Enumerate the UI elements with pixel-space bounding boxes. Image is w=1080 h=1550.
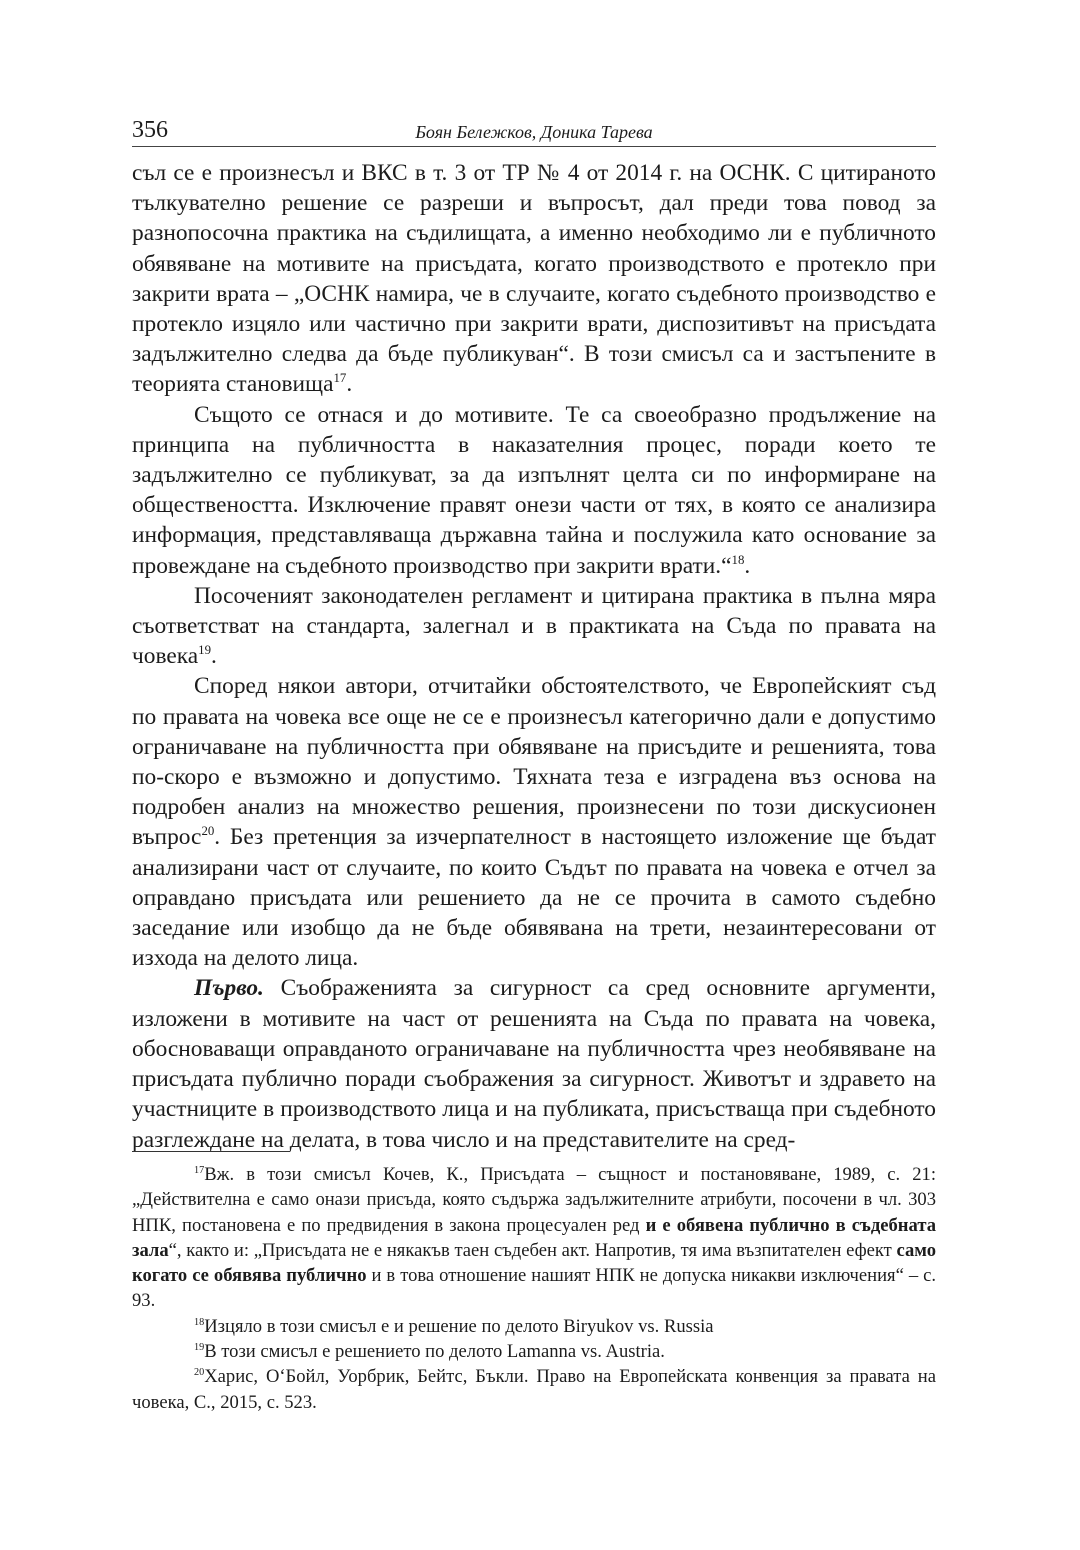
paragraph-text: Съображенията за сигурност са сред основните аргументи, изложени в мотивите на част от решенията на Съда по правата на човека, обосноваващи оправданото ограничаване на публичността чрез необявяване на присъдата публично поради съображения за сигурност. Животът и здравето на участниците в производството лица и на публиката, присъстваща при съдебното разглеждане на делата, в това число и на представителите на сред- (132, 975, 936, 1153)
footnote-18 (132, 1314, 936, 1339)
footnote-emphasis: и е обявена публично в съдебната зала (132, 1214, 936, 1261)
footnote-number: 20 (194, 1367, 205, 1379)
footnote-ref-20: 20 (201, 824, 215, 839)
running-head: Боян Бележков, Доника Тарева (415, 122, 653, 142)
footnote-text: Вж. в този смисъл Кочев, К., Присъдата – същност и постановяване, 1989, с. 21: „Действителна е само онази присъда, която съдържа задължителните атрибути, посочени в чл. 303 НПК, постановена е по предвидения в закона процесуален ред (132, 1164, 936, 1236)
paragraph-text: Посоченият законодателен регламент и цитирана практика в пълна мяра съответстват на стандарта, залегнал и в практиката на Съда по правата на човека (132, 582, 936, 670)
paragraph-text: Същото се отнася и до мотивите. Те са своеобразно продължение на принципа на публичността в наказателния процес, поради което те задължително се публикуват, за да изпълнят целта си по информиране на обществеността. Изключение правят онези части от тях, в която се анализира информация, представляваща държавна тайна и послужила като основание за провеждане на съдебното производство при закрити врати.“ (132, 401, 936, 579)
footnote-20 (132, 1364, 936, 1415)
footnote-emphasis: само когато се обявява публично (132, 1239, 936, 1287)
footnote-number: 19 (194, 1341, 205, 1353)
body-text (132, 158, 936, 1155)
footnote-ref-18: 18 (731, 552, 745, 567)
footnotes (132, 1162, 936, 1415)
footnote-17 (132, 1162, 936, 1314)
paragraph-text: Според някои автори, отчитайки обстоятелството, че Европейският съд по правата на човека все още не се е произнесъл категорично дали е допустимо ограничаване на публичността при обявяване на присъдите и решенията, това по-скоро е възможно и допустимо. Тяхната теза е изградена въз основа на подробен анализ на множество решения, произнесени по този дискусионен въпрос (132, 673, 936, 851)
paragraph-text: съл се е произнесъл и ВКС в т. 3 от ТР № 4 от 2014 г. на ОСНК. С цитираното тълкувателно решение се разреши и въпросът, дал преди това повод за разнопосочна практика на съдилищата, а именно необходимо ли е публичното обявяване на мотивите на присъдата, когато производството е протекло при закрити врата – „ОСНК намира, че в случаите, когато съдебното производство е протекло изцяло или частично при закрити врати, диспозитивът на присъдата задължително следва да бъде публикуван“. В този смисъл са и застъпените в теорията становища (132, 160, 936, 398)
footnote-ref-19: 19 (198, 643, 211, 658)
paragraph-lead: Първо. (194, 975, 264, 1002)
footnote-number: 18 (194, 1316, 205, 1328)
footnote-text: Харис, О‘Бойл, Уорбрик, Бейтс, Бъкли. Право на Европейската конвенция за правата на човека, С., 2015, с. 523. (132, 1366, 936, 1413)
paragraph-text: . Без претенция за изчерпателност в настоящето изложение ще бъдат анализирани част от случаите, по които Съдът по правата на човека е отчел за оправдано присъдата или решението да не се прочита в самото съдебно заседание или изобщо да не бъде обявявана на трети, незаинтересовани от изхода на делото лица. (132, 824, 936, 972)
page-number: 356 (132, 117, 168, 143)
paragraph-tail: . (211, 643, 217, 670)
footnote-text: “, както и: „Присъдата не е някакъв таен съдебен акт. Напротив, тя има възпитателен ефект (168, 1239, 897, 1261)
footnote-19 (132, 1339, 936, 1364)
page-header (132, 116, 936, 147)
footnote-ref-17: 17 (333, 371, 347, 386)
paragraph-tail: . (744, 552, 751, 579)
footnote-text: Изцяло в този смисъл е и решение по делото Biryukov vs. Russia (204, 1315, 714, 1337)
paragraph-tail: . (346, 371, 353, 398)
footnote-number: 17 (194, 1164, 205, 1176)
footnote-text: и в това отношение нашият НПК не допуска никакви изключения“ – с. 93. (132, 1265, 936, 1312)
paragraph-1 (132, 158, 936, 400)
footnote-separator (132, 1151, 290, 1152)
paragraph-4 (132, 671, 936, 973)
footnote-text: В този смисъл е решението по делото Lamanna vs. Austria. (204, 1341, 665, 1363)
paragraph-2 (132, 400, 936, 581)
paragraph-5 (132, 973, 936, 1154)
paragraph-3 (132, 581, 936, 672)
